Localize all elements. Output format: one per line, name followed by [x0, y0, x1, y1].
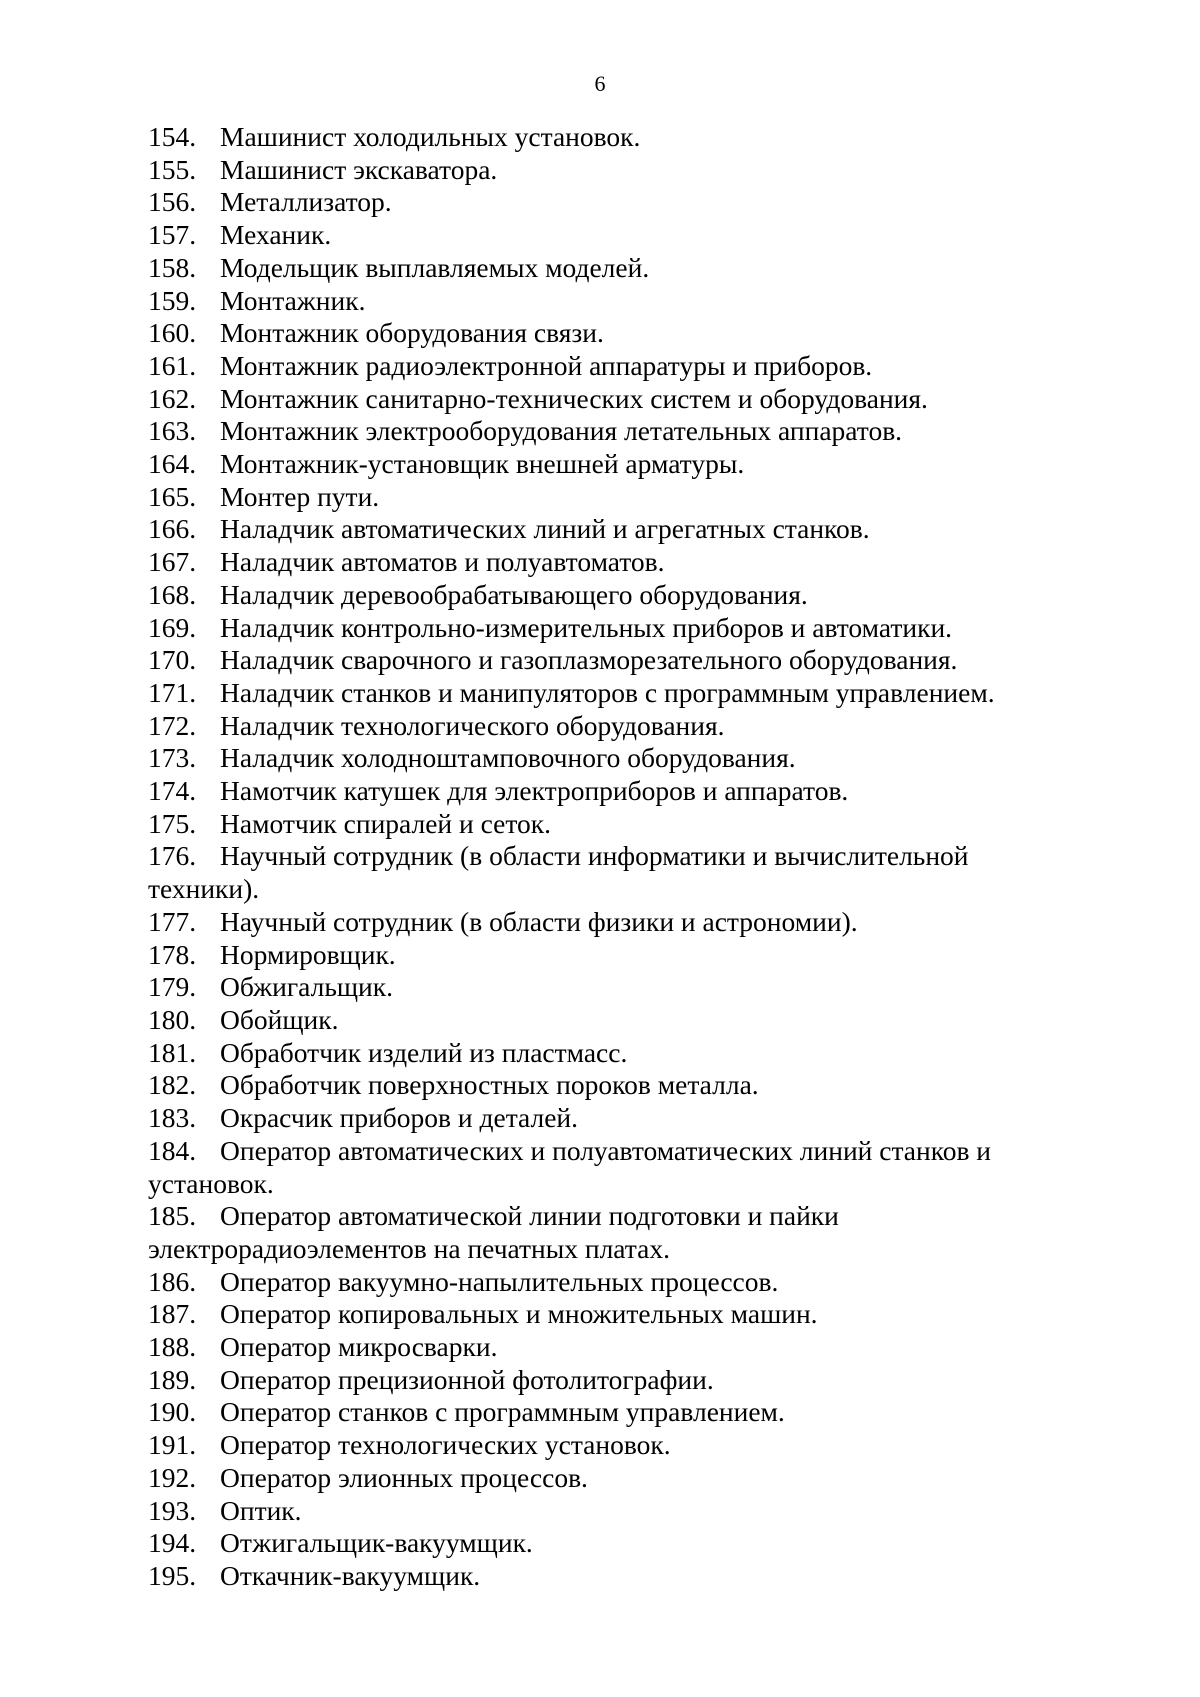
item-text: Монтажник.	[220, 284, 366, 316]
item-text: Оператор автоматической линии подготовки и пайки электрорадиоэлементов на печатных платах.	[148, 1200, 839, 1264]
item-number: 158.	[148, 251, 197, 283]
item-text: Откачник-вакуумщик.	[220, 1559, 481, 1591]
list-item	[148, 285, 1068, 318]
item-number: 155.	[148, 153, 197, 185]
item-number: 168.	[148, 578, 197, 610]
item-text: Монтажник радиоэлектронной аппаратуры и приборов.	[220, 349, 873, 381]
list-item	[148, 186, 1068, 219]
list-item	[148, 1004, 1068, 1037]
item-number: 180.	[148, 1003, 197, 1035]
item-text: Машинист экскаватора.	[220, 153, 498, 185]
item-number: 175.	[148, 807, 197, 839]
item-number: 164.	[148, 448, 197, 480]
list-item	[148, 775, 1068, 808]
item-text: Обойщик.	[220, 1003, 339, 1035]
item-number: 184.	[148, 1134, 197, 1166]
list-item	[148, 448, 1068, 481]
item-number: 170.	[148, 644, 197, 676]
item-text: Оптик.	[220, 1494, 302, 1526]
profession-list	[148, 121, 1068, 1593]
item-text: Оператор станков с программным управлением.	[220, 1396, 785, 1428]
item-number: 188.	[148, 1331, 197, 1363]
item-text: Оператор технологических установок.	[220, 1429, 671, 1461]
list-item	[148, 154, 1068, 187]
item-text: Окрасчик приборов и деталей.	[220, 1102, 579, 1134]
list-item	[148, 579, 1068, 612]
list-item	[148, 1135, 1028, 1200]
list-item	[148, 742, 1068, 775]
list-item	[148, 612, 1068, 645]
item-text: Монтажник-установщик внешней арматуры.	[220, 448, 745, 480]
list-item	[148, 710, 1068, 743]
list-item	[148, 350, 1068, 383]
list-item	[148, 971, 1068, 1004]
item-number: 189.	[148, 1363, 197, 1395]
item-text: Намотчик катушек для электроприборов и аппаратов.	[220, 775, 849, 807]
list-item	[148, 415, 1068, 448]
item-number: 191.	[148, 1429, 197, 1461]
item-text: Наладчик автоматов и полуавтоматов.	[220, 546, 665, 578]
item-number: 194.	[148, 1527, 197, 1559]
item-number: 178.	[148, 938, 197, 970]
item-text: Оператор копировальных и множительных машин.	[220, 1298, 818, 1330]
item-text: Механик.	[220, 219, 332, 251]
item-number: 167.	[148, 546, 197, 578]
item-text: Модельщик выплавляемых моделей.	[220, 251, 650, 283]
item-number: 154.	[148, 121, 197, 152]
list-item	[148, 1200, 1028, 1265]
list-item	[148, 1396, 1068, 1429]
list-item	[148, 1298, 1068, 1331]
item-text: Научный сотрудник (в области информатики и вычислительной техники).	[148, 840, 969, 905]
list-item	[148, 513, 1068, 546]
list-item	[148, 1037, 1068, 1070]
item-text: Нормировщик.	[220, 938, 396, 970]
item-text: Намотчик спиралей и сеток.	[220, 807, 551, 839]
list-item	[148, 1331, 1068, 1364]
item-number: 156.	[148, 186, 197, 218]
list-item	[148, 383, 1068, 416]
item-number: 165.	[148, 480, 197, 512]
list-item	[148, 840, 1028, 905]
item-number: 182.	[148, 1069, 197, 1101]
item-text: Монтер пути.	[220, 480, 380, 512]
list-item	[148, 546, 1068, 579]
list-item	[148, 644, 1068, 677]
item-text: Наладчик сварочного и газоплазморезательного оборудования.	[220, 644, 958, 676]
item-text: Наладчик технологического оборудования.	[220, 709, 725, 741]
item-number: 171.	[148, 676, 197, 708]
item-number: 183.	[148, 1102, 197, 1134]
item-number: 166.	[148, 513, 197, 545]
list-item	[148, 481, 1068, 514]
item-text: Машинист холодильных установок.	[220, 121, 641, 152]
item-text: Обработчик поверхностных пороков металла.	[220, 1069, 759, 1101]
item-text: Обжигальщик.	[220, 971, 394, 1003]
list-item	[148, 1069, 1068, 1102]
item-text: Наладчик холодноштамповочного оборудования.	[220, 742, 796, 774]
item-number: 160.	[148, 317, 197, 349]
item-number: 179.	[148, 971, 197, 1003]
item-text: Металлизатор.	[220, 186, 392, 218]
list-item	[148, 1560, 1068, 1593]
page-number: 6	[594, 71, 606, 96]
list-item	[148, 1102, 1068, 1135]
item-text: Наладчик станков и манипуляторов с программным управлением.	[220, 676, 995, 708]
item-number: 186.	[148, 1265, 197, 1297]
item-number: 162.	[148, 382, 197, 414]
item-text: Оператор микросварки.	[220, 1331, 498, 1363]
item-number: 177.	[148, 905, 197, 937]
list-item	[148, 1364, 1068, 1397]
item-number: 174.	[148, 775, 197, 807]
list-item	[148, 1462, 1068, 1495]
item-text: Оператор элионных процессов.	[220, 1461, 588, 1493]
list-item	[148, 317, 1068, 350]
item-number: 181.	[148, 1036, 197, 1068]
item-text: Оператор вакуумно-напылительных процессов.	[220, 1265, 779, 1297]
list-item	[148, 808, 1068, 841]
item-number: 193.	[148, 1494, 197, 1526]
item-text: Отжигальщик-вакуумщик.	[220, 1527, 533, 1559]
item-text: Наладчик контрольно-измерительных приборов и автоматики.	[220, 611, 953, 643]
item-number: 187.	[148, 1298, 197, 1330]
list-item	[148, 1495, 1068, 1528]
item-number: 157.	[148, 219, 197, 251]
item-text: Обработчик изделий из пластмасс.	[220, 1036, 628, 1068]
list-item	[148, 677, 1068, 710]
list-item	[148, 219, 1068, 252]
item-number: 176.	[148, 840, 197, 872]
item-text: Оператор прецизионной фотолитографии.	[220, 1363, 714, 1395]
item-text: Оператор автоматических и полуавтоматических линий станков и установок.	[148, 1134, 992, 1199]
list-item	[148, 1527, 1068, 1560]
item-text: Научный сотрудник (в области физики и астрономии).	[220, 905, 858, 937]
item-text: Монтажник оборудования связи.	[220, 317, 604, 349]
item-number: 185.	[148, 1200, 197, 1232]
list-item	[148, 906, 1068, 939]
item-number: 159.	[148, 284, 197, 316]
item-number: 169.	[148, 611, 197, 643]
item-number: 163.	[148, 415, 197, 447]
list-item	[148, 939, 1068, 972]
item-number: 192.	[148, 1461, 197, 1493]
item-text: Монтажник санитарно-технических систем и оборудования.	[220, 382, 928, 414]
item-number: 195.	[148, 1559, 197, 1591]
list-item	[148, 121, 1068, 154]
list-item	[148, 1266, 1068, 1299]
list-item	[148, 252, 1068, 285]
item-number: 172.	[148, 709, 197, 741]
item-number: 161.	[148, 349, 197, 381]
item-text: Наладчик автоматических линий и агрегатных станков.	[220, 513, 870, 545]
item-text: Монтажник электрооборудования летательных аппаратов.	[220, 415, 903, 447]
item-number: 190.	[148, 1396, 197, 1428]
item-text: Наладчик деревообрабатывающего оборудования.	[220, 578, 808, 610]
list-item	[148, 1429, 1068, 1462]
item-number: 173.	[148, 742, 197, 774]
